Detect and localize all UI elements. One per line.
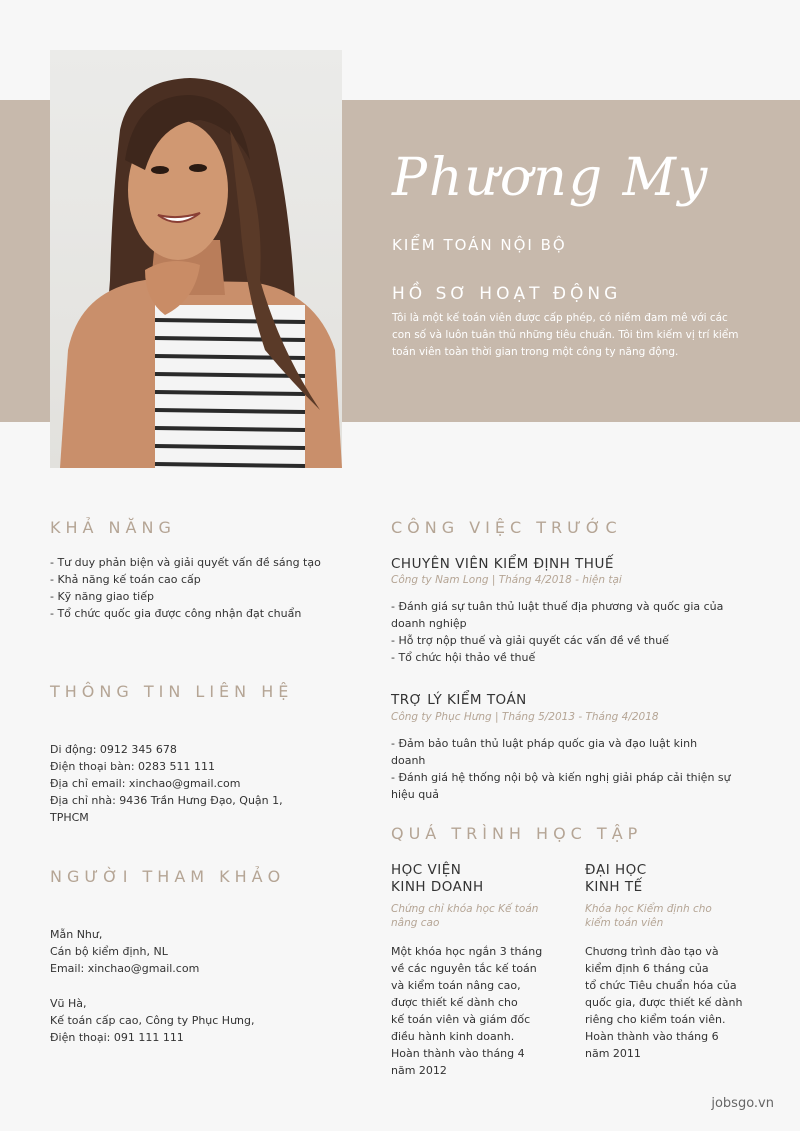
description-line: tổ chức Tiêu chuẩn hóa của [585, 979, 737, 992]
skills-list [50, 554, 350, 622]
job-title: CHUYÊN VIÊN KIỂM ĐỊNH THUẾ [391, 556, 614, 572]
education-heading: QUÁ TRÌNH HỌC TẬP [391, 824, 643, 843]
school-meta-line: Chứng chỉ khóa học Kế toán [391, 903, 539, 915]
description-line: Hoàn thành vào tháng 6 [585, 1030, 719, 1043]
description-line: năm 2011 [585, 1047, 641, 1060]
candidate-name: Phương My [392, 148, 710, 208]
description-line: về các nguyên tắc kế toán [391, 962, 537, 975]
list-item: - Tổ chức quốc gia được công nhận đạt chuẩn [50, 607, 302, 620]
school-title-line: HỌC VIỆN [391, 862, 462, 878]
list-item: doanh nghiệp [391, 617, 467, 630]
school-title-line: KINH DOANH [391, 879, 484, 895]
school-meta-line: kiểm toán viên [585, 917, 664, 929]
job-title: TRỢ LÝ KIỂM TOÁN [391, 692, 527, 708]
contact-mobile: Di động: 0912 345 678 [50, 743, 177, 756]
reference-2 [50, 995, 350, 1046]
job-bullets [391, 735, 761, 803]
list-item: - Đánh giá hệ thống nội bộ và kiến nghị giải pháp cải thiện sự [391, 771, 731, 784]
description-line: kiểm định 6 tháng của [585, 962, 709, 975]
list-item: - Tổ chức hội thảo về thuế [391, 651, 536, 664]
reference-contact: Điện thoại: 091 111 111 [50, 1031, 184, 1044]
job-bullets [391, 598, 761, 666]
list-item: - Đảm bảo tuân thủ luật pháp quốc gia và đạo luật kinh [391, 737, 698, 750]
description-line: quốc gia, được thiết kế dành [585, 996, 743, 1009]
profile-text: Tôi là một kế toán viên được cấp phép, có niềm đam mê với các con số và luôn tuân thủ những tiêu chuẩn. Tôi tìm kiếm vị trí kiểm toán viên toàn thời gian trong một công ty năng động. [392, 312, 739, 358]
job-meta: Công ty Nam Long | Tháng 4/2018 - hiện tại [391, 574, 622, 586]
reference-name: Vũ Hà, [50, 997, 87, 1010]
school-description [585, 943, 760, 1062]
description-line: và kiểm toán nâng cao, [391, 979, 521, 992]
contact-info [50, 741, 350, 826]
contact-heading: THÔNG TIN LIÊN HỆ [50, 682, 294, 701]
school-title [391, 862, 566, 896]
reference-title: Kế toán cấp cao, Công ty Phục Hưng, [50, 1014, 255, 1027]
reference-name: Mẫn Như, [50, 928, 103, 941]
list-item: doanh [391, 754, 426, 767]
list-item: - Kỹ năng giao tiếp [50, 590, 154, 603]
profile-heading: HỒ SƠ HOẠT ĐỘNG [392, 284, 622, 304]
contact-city: TPHCM [50, 811, 89, 824]
contact-address: Địa chỉ nhà: 9436 Trần Hưng Đạo, Quận 1, [50, 794, 283, 807]
description-line: riêng cho kiểm toán viên. [585, 1013, 726, 1026]
description-line: Chương trình đào tạo và [585, 945, 719, 958]
contact-phone: Điện thoại bàn: 0283 511 111 [50, 760, 215, 773]
reference-1 [50, 926, 350, 977]
school-title-line: KINH TẾ [585, 879, 643, 895]
school-title [585, 862, 760, 896]
school-meta-line: nâng cao [391, 917, 440, 929]
list-item: hiệu quả [391, 788, 439, 801]
school-meta [391, 902, 566, 930]
list-item: - Đánh giá sự tuân thủ luật thuế địa phương và quốc gia của [391, 600, 724, 613]
profile-photo [50, 50, 342, 468]
job-meta: Công ty Phục Hưng | Tháng 5/2013 - Tháng 4/2018 [391, 711, 659, 723]
description-line: năm 2012 [391, 1064, 447, 1077]
reference-title: Cán bộ kiểm định, NL [50, 945, 168, 958]
contact-email: Địa chỉ email: xinchao@gmail.com [50, 777, 241, 790]
description-line: Hoàn thành vào tháng 4 [391, 1047, 525, 1060]
description-line: Một khóa học ngắn 3 tháng [391, 945, 543, 958]
list-item: - Hỗ trợ nộp thuế và giải quyết các vấn đề về thuế [391, 634, 669, 647]
description-line: kế toán viên và giám đốc [391, 1013, 531, 1026]
reference-contact: Email: xinchao@gmail.com [50, 962, 200, 975]
school-meta [585, 902, 760, 930]
skills-heading: KHẢ NĂNG [50, 518, 176, 537]
description-line: điều hành kinh doanh. [391, 1030, 515, 1043]
list-item: - Khả năng kế toán cao cấp [50, 573, 201, 586]
footer-watermark: jobsgo.vn [711, 1096, 774, 1111]
job-role: KIỂM TOÁN NỘI BỘ [392, 236, 567, 254]
school-title-line: ĐẠI HỌC [585, 862, 647, 878]
school-description [391, 943, 566, 1079]
references-heading: NGƯỜI THAM KHẢO [50, 867, 286, 886]
description-line: được thiết kế dành cho [391, 996, 518, 1009]
school-meta-line: Khóa học Kiểm định cho [585, 903, 712, 915]
work-heading: CÔNG VIỆC TRƯỚC [391, 518, 622, 537]
list-item: - Tư duy phản biện và giải quyết vấn đề sáng tạo [50, 556, 321, 569]
